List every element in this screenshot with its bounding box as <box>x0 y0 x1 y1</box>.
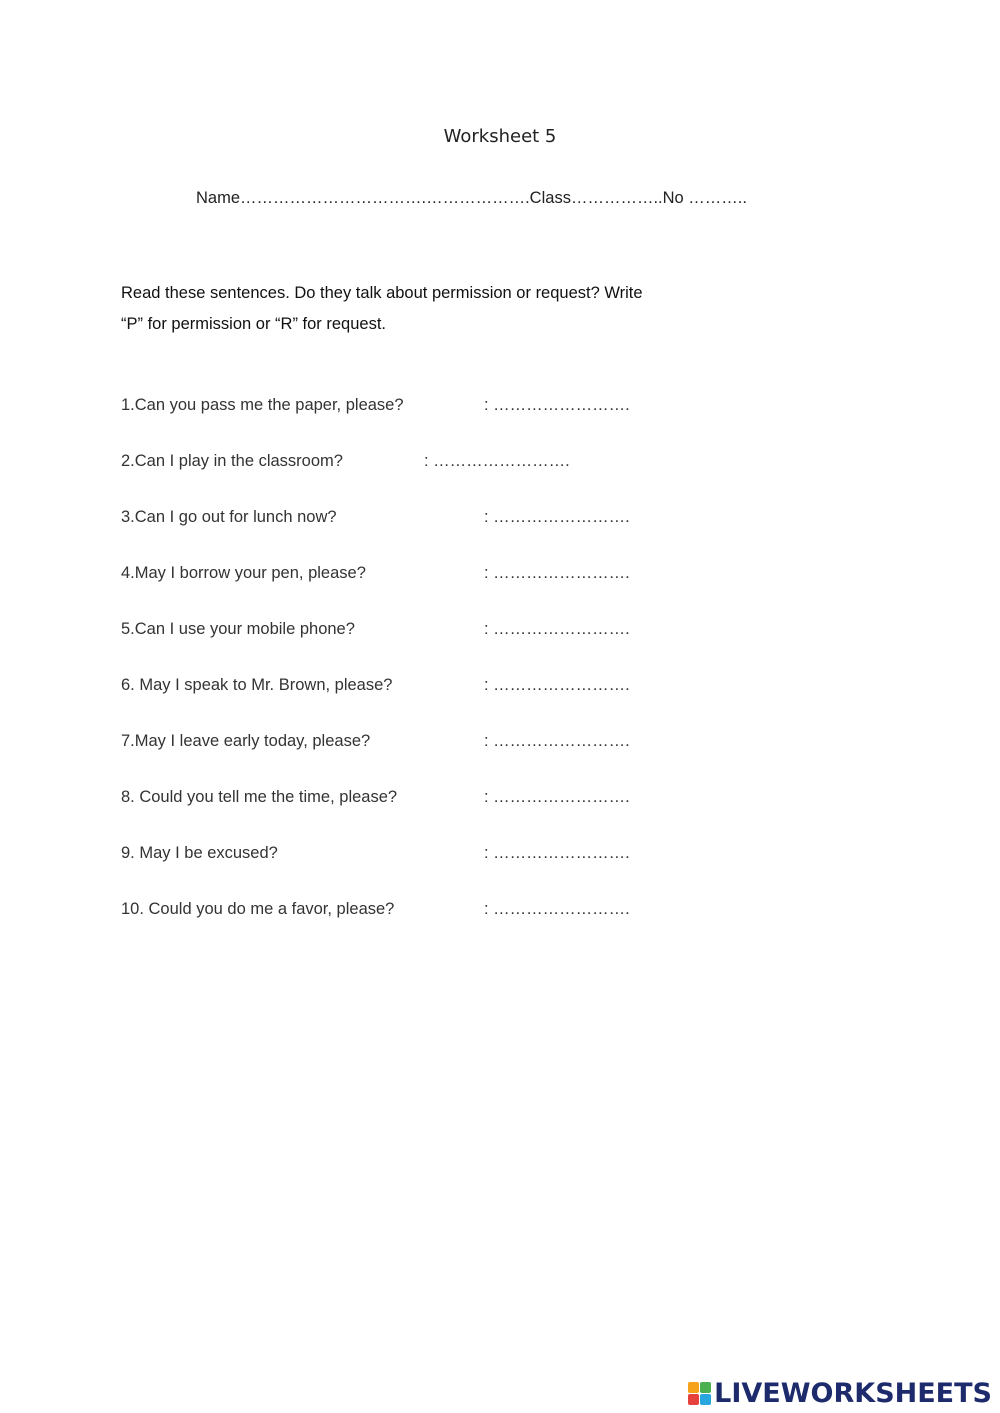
page-title: Worksheet 5 <box>443 126 557 147</box>
liveworksheets-wordmark: LIVEWORKSHEETS <box>714 1378 992 1409</box>
answer-blank-2[interactable]: : ……………………. <box>424 452 570 470</box>
answer-blank-3[interactable]: : ……………………. <box>484 508 630 526</box>
question-2: 2.Can I play in the classroom? <box>121 452 343 470</box>
instructions-line-2: “P” for permission or “R” for request. <box>121 315 386 333</box>
question-10: 10. Could you do me a favor, please? <box>121 900 395 918</box>
question-1: 1.Can you pass me the paper, please? <box>121 396 404 414</box>
question-9: 9. May I be excused? <box>121 844 278 862</box>
answer-blank-9[interactable]: : ……………………. <box>484 844 630 862</box>
question-5: 5.Can I use your mobile phone? <box>121 620 355 638</box>
logo-tile-l <box>688 1382 699 1393</box>
answer-blank-1[interactable]: : ……………………. <box>484 396 630 414</box>
logo-tile-i <box>700 1382 711 1393</box>
answer-blank-6[interactable]: : ……………………. <box>484 676 630 694</box>
liveworksheets-logo-icon <box>688 1382 711 1405</box>
question-4: 4.May I borrow your pen, please? <box>121 564 366 582</box>
instructions-line-1: Read these sentences. Do they talk about permission or request? Write <box>121 284 643 302</box>
answer-blank-7[interactable]: : ……………………. <box>484 732 630 750</box>
answer-blank-4[interactable]: : ……………………. <box>484 564 630 582</box>
answer-blank-5[interactable]: : ……………………. <box>484 620 630 638</box>
instructions <box>121 278 701 340</box>
question-6: 6. May I speak to Mr. Brown, please? <box>121 676 393 694</box>
answer-blank-8[interactable]: : ……………………. <box>484 788 630 806</box>
answer-blank-10[interactable]: : ……………………. <box>484 900 630 918</box>
question-3: 3.Can I go out for lunch now? <box>121 508 337 526</box>
question-8: 8. Could you tell me the time, please? <box>121 788 398 806</box>
question-7: 7.May I leave early today, please? <box>121 732 371 750</box>
logo-tile-e <box>700 1394 711 1405</box>
name-class-number-line: Name…………………………….……………….Class……………..No ……….. <box>196 189 747 207</box>
liveworksheets-brand[interactable] <box>688 1380 992 1407</box>
logo-tile-v <box>688 1394 699 1405</box>
